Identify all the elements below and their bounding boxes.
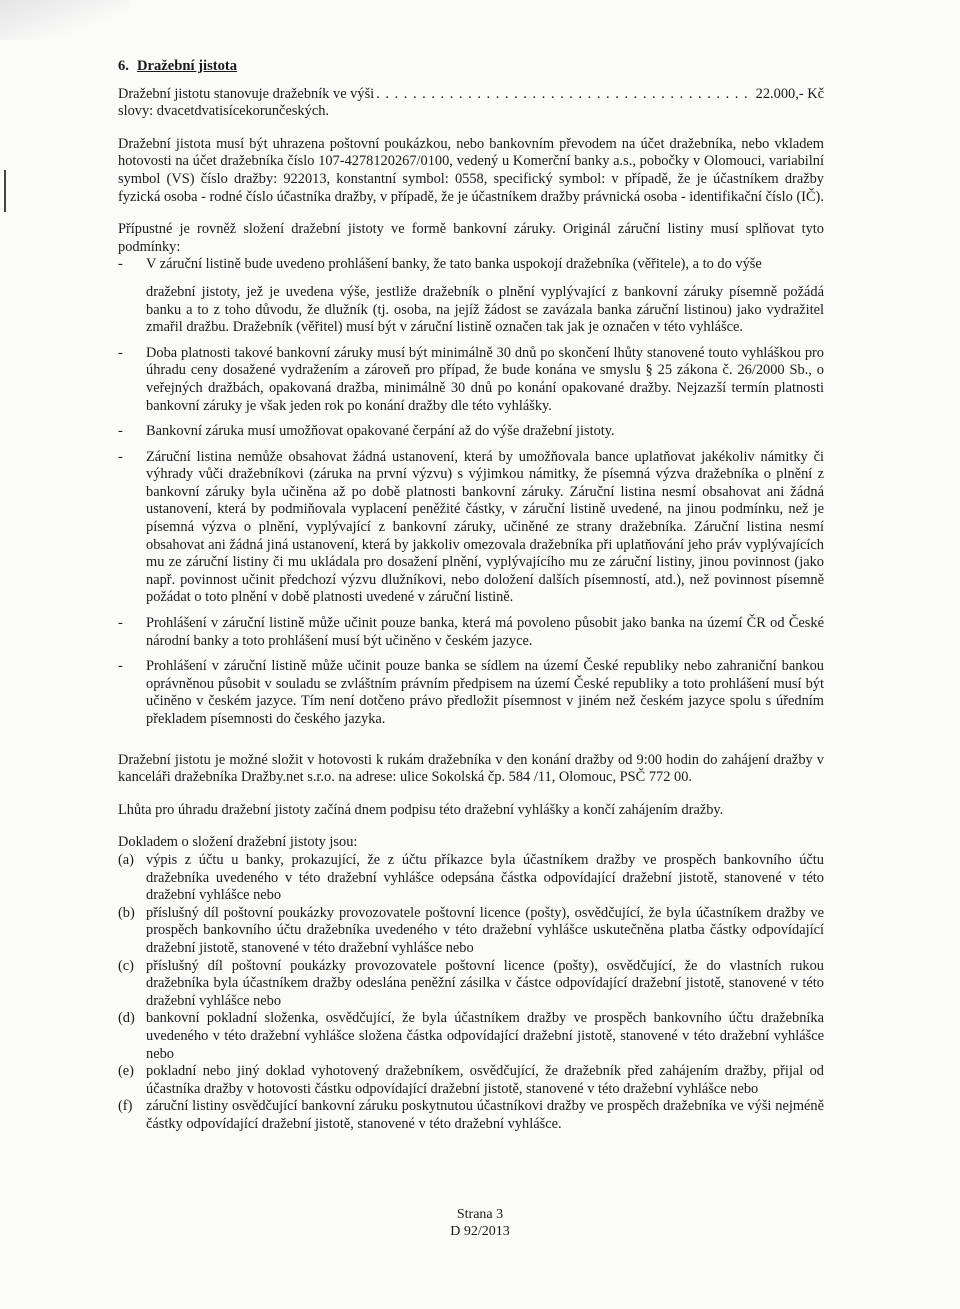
jistota-amount: 22.000,- Kč	[755, 85, 824, 102]
list-item	[118, 423, 824, 441]
guarantee-conditions-list	[118, 256, 824, 728]
document-page	[118, 58, 824, 1133]
item-label: (d)	[118, 1010, 135, 1027]
page-footer	[0, 1206, 960, 1240]
list-item	[118, 256, 824, 336]
list-item	[118, 615, 824, 650]
jistota-amount-line	[118, 86, 824, 104]
scan-edge-mark	[4, 170, 6, 212]
proof-intro: Dokladem o složení dražební jistoty jsou:	[118, 834, 358, 851]
condition-text: dražební jistoty, jež je uvedena výše, jestliže dražebník o plnění vyplývající z bankovní záruky písemně požádá banku a to z toho důvodu, že dlužník (tj. osoba, na jejíž žádost se zavázala banka záruční listinou) jako vydražitel zmařil dražbu. Dražebník (věřitel) musí být v záruční listině označen tak jak je označen v této vyhlášce.	[146, 283, 824, 336]
list-item	[118, 658, 824, 728]
item-text: příslušný díl poštovní poukázky provozovatele poštovní licence (pošty), osvědčující, že do vlastních rukou dražebníka byla účastníkem dražby odeslána peněžní zásilka v částce odpovídající dražební jistotě, stanovené v této dražební vyhlášce nebo	[146, 957, 824, 1009]
proof-list	[118, 852, 824, 1134]
jistota-label: Dražební jistotu stanovuje dražebník ve výši	[118, 85, 375, 102]
item-text: výpis z účtu u banky, prokazující, že z účtu příkazce byla účastníkem dražby ve prospěch bankovního účtu dražebníka uvedeného v této dražební vyhlášce odepsána částka odpovídající dražební jistotě, stanovené v této dražební vyhlášce nebo	[146, 851, 824, 904]
list-item	[118, 1010, 824, 1063]
list-item	[118, 958, 824, 1011]
condition-text: Prohlášení v záruční listině může učinit pouze banka, která má povoleno působit jako banka na území ČR od České národní banky a toto prohlášení musí být učiněno v českém jazyce.	[146, 615, 824, 649]
list-item	[118, 449, 824, 607]
condition-text: Bankovní záruka musí umožňovat opakované čerpání až do výše dražební jistoty.	[146, 423, 615, 440]
payment-paragraph: Dražební jistota musí být uhrazena poštovní poukázkou, nebo bankovním převodem na účet dražebníka, nebo vkladem hotovosti na účet dražebníka číslo 107-4278120267/0100, vedený u Komerční banky a.s., pobočky v Olomouci, variabilní symbol (VS) číslo dražby: 922013, konstantní symbol: 0558, specifický symbol: v případě, že je účastníkem dražby fyzická osoba - rodné číslo účastníka dražby, v případě, že je účastníkem dražby právnická osoba - identifikační číslo (IČ).	[118, 135, 824, 205]
item-label: (c)	[118, 957, 134, 974]
item-text: záruční listiny osvědčující bankovní záruku poskytnutou účastníkovi dražby ve prospěch dražebníka ve výši nejméně částky odpovídající dražební jistotě, stanovené v této dražební vyhlášce.	[146, 1098, 824, 1132]
item-text: pokladní nebo jiný doklad vyhotovený dražebníkem, osvědčující, že dražebník před zahájením dražby, přijal od účastníka dražby v hotovosti částku odpovídající dražební jistotě, stanovené v této dražební vyhlášce nebo	[146, 1063, 824, 1097]
item-label: (b)	[118, 904, 135, 921]
cash-paragraph: Dražební jistotu je možné složit v hotovosti k rukám dražebníka v den konání dražby od 9:00 hodin do zahájení dražby v kanceláři dražebníka Dražby.net s.r.o. na adrese: ulice Sokolská čp. 584 /11, Olomouc, PSČ 772 00.	[118, 751, 824, 786]
item-text: bankovní pokladní složenka, osvědčující, že byla účastníkem dražby ve prospěch bankovního účtu dražebníka uvedeného v této dražební vyhlášce složena částka odpovídající dražební jistotě, stanovené v této dražební vyhlášce nebo	[146, 1010, 824, 1062]
deadline-paragraph: Lhůta pro úhradu dražební jistoty začíná dnem podpisu této dražební vyhlášky a končí zahájením dražby.	[118, 801, 724, 818]
condition-text: Prohlášení v záruční listině může učinit pouze banka se sídlem na území České republiky nebo zahraniční bankou oprávněnou působit v souladu se zvláštním právním předpisem na území České republiky a toto prohlášení musí být učiněno v českém jazyce. Tím není dotčeno právo předložit písemnost v jiném než českém jazyce spolu s úředním překladem písemnosti do českého jazyka.	[146, 658, 824, 727]
guarantee-intro: Přípustné je rovněž složení dražební jistoty ve formě bankovní záruky. Originál záruční listiny musí splňovat tyto podmínky:	[118, 221, 824, 255]
section-number: 6.	[118, 58, 129, 74]
list-item	[118, 905, 824, 958]
item-label: (f)	[118, 1098, 133, 1115]
section-title: Dražební jistota	[136, 58, 238, 74]
section-heading	[118, 58, 824, 76]
condition-first-line: - V záruční listině bude uvedeno prohlášení banky, že tato banka uspokojí dražebníka (věřitele), a to do výše	[146, 256, 762, 273]
list-item	[118, 1063, 824, 1098]
item-text: příslušný díl poštovní poukázky provozovatele poštovní licence (pošty), osvědčující, že byla účastníkem dražby ve prospěch bankovního účtu dražebníka uvedeného v této dražební vyhlášce uskutečněna platba částky odpovídající dražební jistotě, stanovené v této dražební vyhlášce nebo	[146, 904, 824, 956]
page-number: Strana 3	[456, 1207, 504, 1222]
document-reference: D 92/2013	[450, 1224, 510, 1239]
list-item	[118, 1098, 824, 1133]
list-item	[118, 345, 824, 415]
item-label: (a)	[118, 851, 134, 868]
list-item	[118, 852, 824, 905]
scan-corner-shadow	[0, 0, 130, 40]
condition-text: Záruční listina nemůže obsahovat žádná ustanovení, která by umožňovala bance uplatňovat jakékoliv námitky či výhrady vůči dražebníkovi (záruka na první výzvu) s výjimkou námitky, že písemná výzva dražebníka o plnění z bankovní záruky byla učiněna až po době platnosti bankovní záruky. Záruční listina nesmí obsahovat ani žádná ustanovení, která by podmiňovala vyplacení peněžité částky, v záruční listině uvedené, na jinou podmínku, než je písemná výzva o plnění, vyplývající z bankovní záruky, učiněné ze strany dražebníka. Záruční listina nesmí obsahovat ani žádná jiná ustanovení, která by jakkoliv omezovala dražebníka při uplatňování jeho práv vyplývajících mu ze záruční listiny či mu ukládala pro dosažení plnění, vyplývajícího mu ze záruční listiny, jinou povinnost (jako např. povinnost učinit předchozí výzvu dlužníkovi, nebo doložení dalších písemností, atd.), než povinnost písemně požádat o toto plnění v době platnosti uvedené v záruční listině.	[146, 448, 824, 606]
condition-text: Doba platnosti takové bankovní záruky musí být minimálně 30 dnů po skončení lhůty stanovené touto vyhláškou pro úhradu ceny dosažené vydražením a zároveň pro případ, že bude konána ve smyslu § 25 zákona č. 26/2000 Sb., o veřejných dražbách, opakovaná dražba, minimálně 30 dnů po konání opakované dražby. Nejzazší termín platnosti bankovní záruky je však jeden rok po konání dražby dle této vyhlášky.	[146, 344, 824, 414]
item-label: (e)	[118, 1063, 134, 1080]
dot-leader	[376, 86, 753, 104]
jistota-words: slovy: dvacetdvatisícekorunčeských.	[118, 103, 329, 120]
